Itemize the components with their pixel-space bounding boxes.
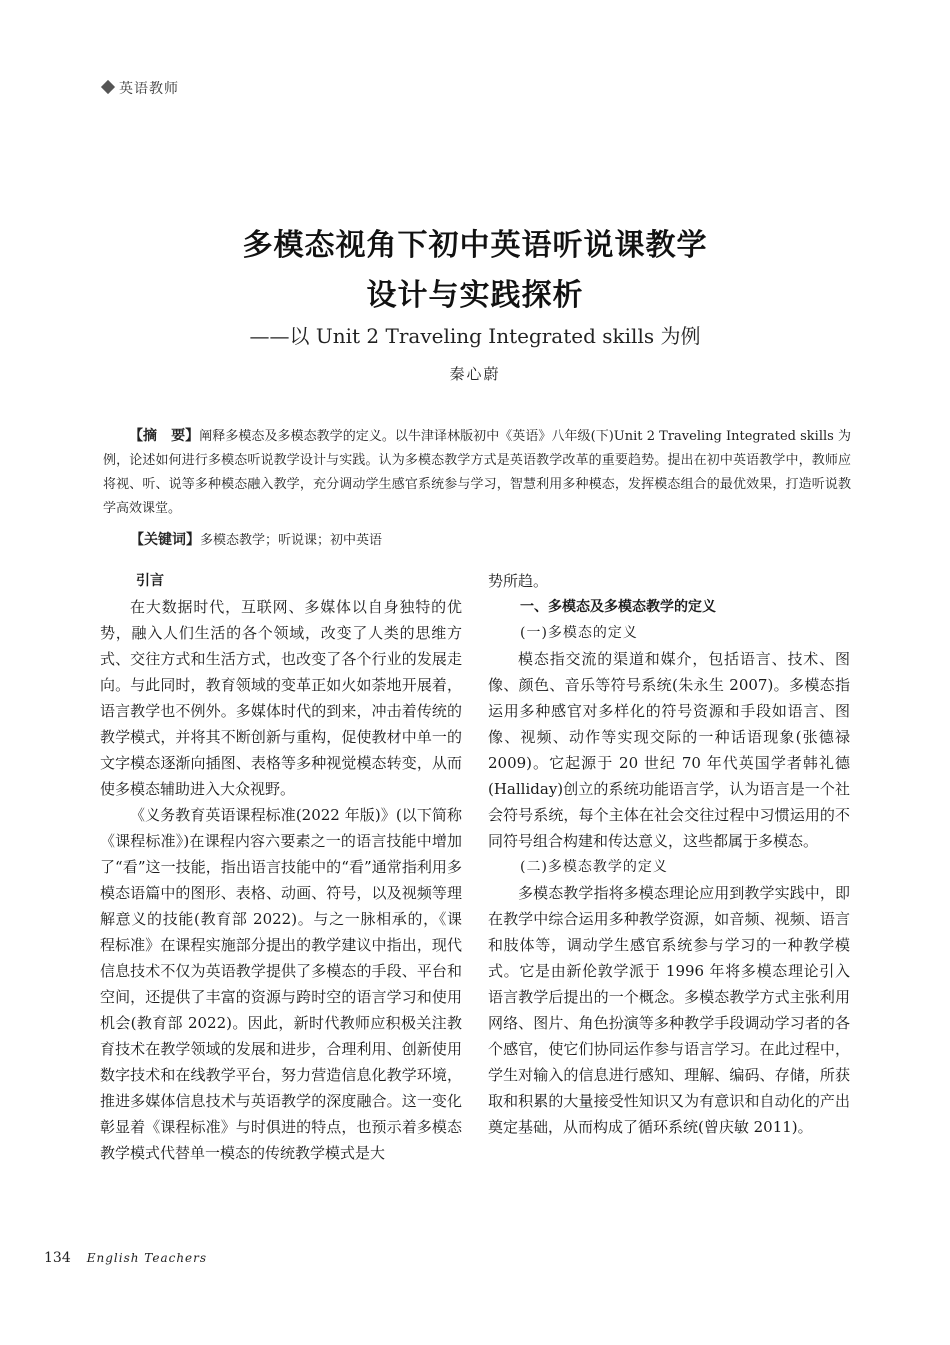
page-number: 134	[44, 1250, 71, 1266]
keywords-label: 【关键词】	[130, 532, 200, 548]
journal-name: English Teachers	[86, 1251, 208, 1265]
subsection-heading: (一)多模态的定义	[520, 625, 638, 641]
intro-heading: 引言	[136, 573, 164, 589]
paragraph: 《义务教育英语课程标准(2022 年版)》(以下简称《课程标准》)在课程内容六要素之一的语言技能中增加了“看”这一技能，指出语言技能中的“看”通常指利用多模态语篇中的图形、表格、动画、符号，以及视频等理解意义的技能(教育部 2022)。与之一脉相承的，《课程标准》在课程实施部分提出的教学建议中指出，现代信息技术不仅为英语教学提供了多模态的手段、平台和空间，还提供了丰富的资源与跨时空的语言学习和使用机会(教育部 2022)。因此，新时代教师应积极关注教育技术在教学领域的发展和进步，合理利用、创新使用数字技术和在线教学平台，努力营造信息化教学环境，推进多媒体信息技术与英语教学的深度融合。这一变化彰显着《课程标准》与时俱进的特点，也预示着多模态教学模式代替单一模态的传统教学模式是大	[100, 806, 462, 1162]
left-column	[100, 568, 462, 1166]
paragraph: 多模态教学指将多模态理论应用到教学实践中，即在教学中综合运用多种教学资源，如音频、视频、语言和肢体等，调动学生感官系统参与学习的一种教学模式。它是由新伦敦学派于 1996 年将多模态理论引入语言教学后提出的一个概念。多模态教学方式主张利用网络、图片、角色扮演等多种教学手段调动学习者的各个感官，使它们协同运作参与语言学习。在此过程中，学生对输入的信息进行感知、理解、编码、存储，所获取和积累的大量接受性知识又为有意识和自动化的产出奠定基础，从而构成了循环系统(曾庆敏 2011)。	[488, 884, 850, 1136]
author-name: 秦心蔚	[449, 365, 501, 383]
section-heading: 一、多模态及多模态教学的定义	[520, 599, 716, 615]
subsection-heading: (二)多模态教学的定义	[520, 859, 668, 875]
paragraph: 在大数据时代，互联网、多媒体以自身独特的优势，融入人们生活的各个领域，改变了人类的思维方式、交往方式和生活方式，也改变了各个行业的发展走向。与此同时，教育领域的变革正如火如荼地开展着，语言教学也不例外。多媒体时代的到来，冲击着传统的教学模式，并将其不断创新与重构，促使教材中单一的文字模态逐渐向插图、表格等多种视觉模态转变，从而使多模态辅助进入大众视野。	[100, 598, 462, 798]
diamond-icon	[101, 80, 115, 94]
abstract	[103, 424, 851, 521]
keywords	[130, 528, 382, 553]
keywords-text: 多模态教学；听说课；初中英语	[200, 533, 383, 548]
right-column	[488, 568, 850, 1140]
paragraph: 模态指交流的渠道和媒介，包括语言、技术、图像、颜色、音乐等符号系统(朱永生 2007)。多模态指运用多种感官对多样化的符号资源和手段如语言、图像、视频、动作等实现交际的一种话语现象(张德禄 2009)。它起源于 20 世纪 70 年代英国学者韩礼德(Halliday)创立的系统功能语言学，认为语言是一个社会符号系统，每个主体在社会交往过程中习惯运用的不同符号组合构建和传达意义，这些都属于多模态。	[488, 650, 850, 850]
page-footer	[44, 1250, 207, 1266]
paragraph-continuation: 势所趋。	[488, 572, 549, 590]
article-title-line1: 多模态视角下初中英语听说课教学	[242, 228, 708, 263]
journal-label: 英语教师	[119, 81, 179, 97]
running-header	[103, 78, 179, 98]
abstract-text: 阐释多模态及多模态教学的定义。以牛津译林版初中《英语》八年级(下)Unit 2 Traveling Integrated skills 为例，论述如何进行多模态听说教学设计与实践。认为多模态教学方式是英语教学改革的重要趋势。提出在初中英语教学中，教师应将视、听、说等多种模态融入教学，充分调动学生感官系统参与学习，智慧利用多种模态，发挥模态组合的最优效果，打造听说教学高效课堂。	[103, 429, 852, 516]
article-title-line2: 设计与实践探析	[366, 278, 584, 313]
article-subtitle: ——以 Unit 2 Traveling Integrated skills 为例	[249, 324, 701, 348]
abstract-label: 【摘 要】	[129, 428, 200, 444]
